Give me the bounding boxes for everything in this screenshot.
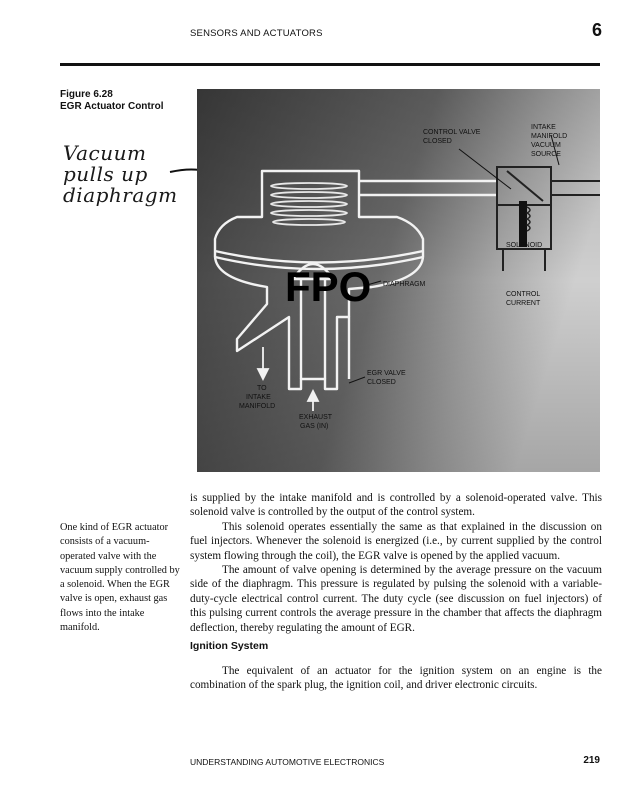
svg-text:INTAKE: INTAKE: [246, 394, 271, 401]
exhaust-label: EXHAUST: [299, 414, 333, 421]
paragraph: The amount of valve opening is determined by the average pressure on the vacuum side of the diaphragm. This pressure is regulated by pulsing the solenoid with a variable-duty-cycle electrical control current. The duty cycle (see discussion on fuel injectors) of this pulsing current controls the average pressure in the chamber that affects the diaphragm deflection, thereby regulating the amount of EGR.: [190, 564, 602, 634]
body-text: [190, 491, 602, 693]
footer-title: UNDERSTANDING AUTOMOTIVE ELECTRONICS: [190, 757, 385, 767]
figure-caption: EGR Actuator Control: [60, 101, 164, 112]
page-number: 219: [583, 755, 600, 766]
paragraph: is supplied by the intake manifold and is controlled by a solenoid-operated valve. This solenoid valve is controlled by the output of the control system.: [190, 492, 602, 519]
control-valve-label: CONTROL VALVE: [423, 129, 481, 136]
svg-text:MANIFOLD: MANIFOLD: [531, 133, 568, 140]
figure-number: Figure 6.28: [60, 89, 113, 100]
sidebar-note: One kind of EGR actuator consists of a vacuum-operated valve with the vacuum supply controlled by a solenoid. When the EGR valve is open, exhaust gas flows into the intake manifold.: [60, 522, 180, 634]
fpo-placeholder: FPO: [285, 263, 372, 310]
diaphragm-label: DIAPHRAGM: [383, 281, 426, 288]
intake-source-label: INTAKE: [531, 124, 556, 131]
svg-text:CURRENT: CURRENT: [506, 300, 541, 307]
annotation-line: pulls up: [63, 162, 148, 186]
paragraph: The equivalent of an actuator for the ignition system on an engine is the combination of the spark plug, the ignition coil, and driver electronic circuits.: [190, 665, 602, 692]
svg-text:VACUUM: VACUUM: [531, 142, 561, 149]
svg-text:SOURCE: SOURCE: [531, 151, 561, 158]
solenoid-label: SOLENOID: [506, 242, 543, 249]
svg-text:MANIFOLD: MANIFOLD: [239, 403, 276, 410]
egr-valve-label: EGR VALVE: [367, 370, 406, 377]
running-header: SENSORS AND ACTUATORS: [190, 28, 323, 39]
annotation-line: diaphragm: [63, 183, 178, 207]
paragraph: This solenoid operates essentially the same as that explained in the discussion on fuel injectors. Whenever the solenoid is energized (i.e., by current supplied by the control system flowing through the coil), the EGR valve is opened by the applied vacuum.: [190, 520, 602, 562]
svg-text:CLOSED: CLOSED: [367, 379, 396, 386]
control-current-label: CONTROL: [506, 291, 541, 298]
to-intake-label: TO: [257, 385, 267, 392]
chapter-number: 6: [591, 20, 602, 40]
annotation-line: Vacuum: [63, 141, 147, 165]
egr-actuator-figure: [197, 89, 600, 472]
svg-text:GAS (IN): GAS (IN): [300, 423, 329, 430]
section-heading: Ignition System: [190, 640, 269, 653]
svg-text:CLOSED: CLOSED: [423, 138, 452, 145]
